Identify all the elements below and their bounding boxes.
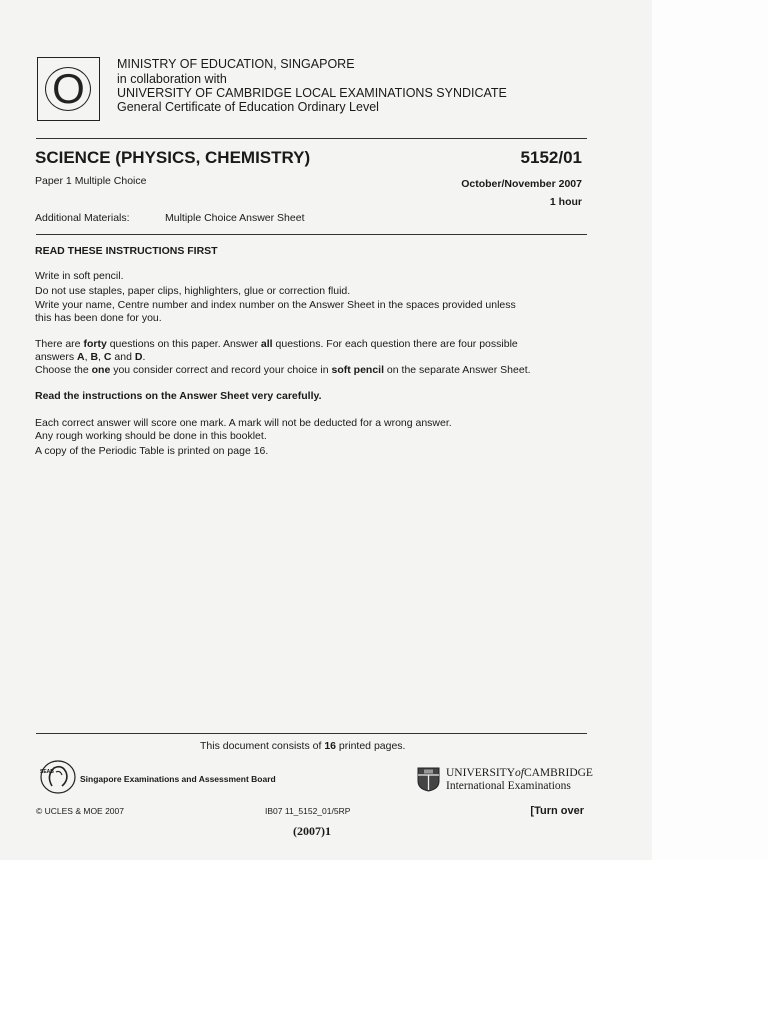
instruction-answers-line: [35, 351, 145, 364]
instruction-line: Write your name, Centre number and index number on the Answer Sheet in the spaces provided unless: [35, 299, 516, 311]
materials-value: Multiple Choice Answer Sheet: [165, 212, 305, 224]
syndicate-line: UNIVERSITY OF CAMBRIDGE LOCAL EXAMINATIONS SYNDICATE: [117, 86, 507, 100]
document-reference: IB07 11_5152_01/5RP: [265, 806, 351, 816]
emphasis: D: [134, 351, 143, 363]
materials-label: Additional Materials:: [35, 212, 130, 224]
certificate-line: General Certificate of Education Ordinary Level: [117, 100, 379, 114]
text-run: .: [142, 351, 146, 363]
emphasis: B: [90, 351, 99, 363]
turn-over: [Turn over: [530, 805, 584, 817]
subject-title: SCIENCE (PHYSICS, CHEMISTRY): [35, 148, 311, 167]
cambridge-crest-icon: [417, 767, 440, 792]
instruction-line: this has been done for you.: [35, 312, 162, 324]
year-code: (2007)1: [293, 824, 331, 838]
details-divider: [36, 234, 587, 235]
periodic-table-note: A copy of the Periodic Table is printed on page 16.: [35, 445, 269, 457]
seab-logo: [36, 756, 80, 796]
seab-name: Singapore Examinations and Assessment Board: [80, 774, 276, 784]
text-run: and: [111, 351, 135, 363]
answer-sheet-warning: Read the instructions on the Answer Sheet very carefully.: [35, 390, 322, 402]
text-run: ,: [98, 351, 104, 363]
seab-logo-text: SEAB: [40, 769, 54, 775]
emphasis: C: [103, 351, 112, 363]
text-run: Choose the: [35, 364, 92, 376]
seab-emblem-icon: [36, 756, 80, 796]
text-run: questions on this paper. Answer: [106, 338, 261, 350]
cambridge-international: International Examinations: [446, 780, 571, 792]
o-level-logo: [37, 57, 100, 121]
text-run: on the separate Answer Sheet.: [384, 364, 531, 376]
cambridge-crest: [417, 767, 440, 792]
text-run: There are: [35, 338, 84, 350]
text-run: of: [515, 767, 524, 779]
instruction-choose-line: [35, 364, 531, 377]
text-run: you consider correct and record your choice in: [110, 364, 332, 376]
text-run: ,: [84, 351, 91, 363]
paper-code: 5152/01: [520, 148, 582, 167]
emphasis: all: [260, 338, 273, 350]
text-run: printed pages.: [336, 740, 406, 752]
instructions-heading: READ THESE INSTRUCTIONS FIRST: [35, 245, 218, 257]
page-margin: [652, 0, 768, 860]
page-count-note: [200, 740, 405, 752]
ministry-line: MINISTRY OF EDUCATION, SINGAPORE: [117, 57, 355, 71]
exam-duration: 1 hour: [549, 196, 582, 208]
cambridge-name: [446, 767, 593, 779]
instruction-line: Any rough working should be done in this booklet.: [35, 430, 267, 442]
instruction-line: Each correct answer will score one mark. A mark will not be deducted for a wrong answer.: [35, 417, 452, 429]
paper-type: Paper 1 Multiple Choice: [35, 175, 147, 187]
text-run: CAMBRIDGE: [523, 767, 593, 779]
instruction-questions-line: [35, 338, 518, 351]
text-run: answers: [35, 351, 78, 363]
text-run: questions. For each question there are four possible: [272, 338, 518, 350]
instruction-line: Do not use staples, paper clips, highlighters, glue or correction fluid.: [35, 285, 351, 297]
text-run: UNIVERSITY: [446, 767, 515, 779]
emphasis: forty: [83, 338, 107, 350]
emphasis: soft pencil: [331, 364, 385, 376]
copyright: © UCLES & MOE 2007: [36, 806, 124, 816]
emphasis: A: [77, 351, 85, 363]
o-level-logo-letter: O: [52, 65, 85, 112]
footer-divider: [36, 733, 587, 734]
collaboration-line: in collaboration with: [117, 72, 227, 86]
page-count: 16: [324, 740, 336, 752]
exam-session: October/November 2007: [461, 178, 582, 190]
text-run: This document consists of: [200, 740, 325, 752]
emphasis: one: [91, 364, 111, 376]
instruction-line: Write in soft pencil.: [35, 270, 124, 282]
header-divider: [36, 138, 587, 139]
